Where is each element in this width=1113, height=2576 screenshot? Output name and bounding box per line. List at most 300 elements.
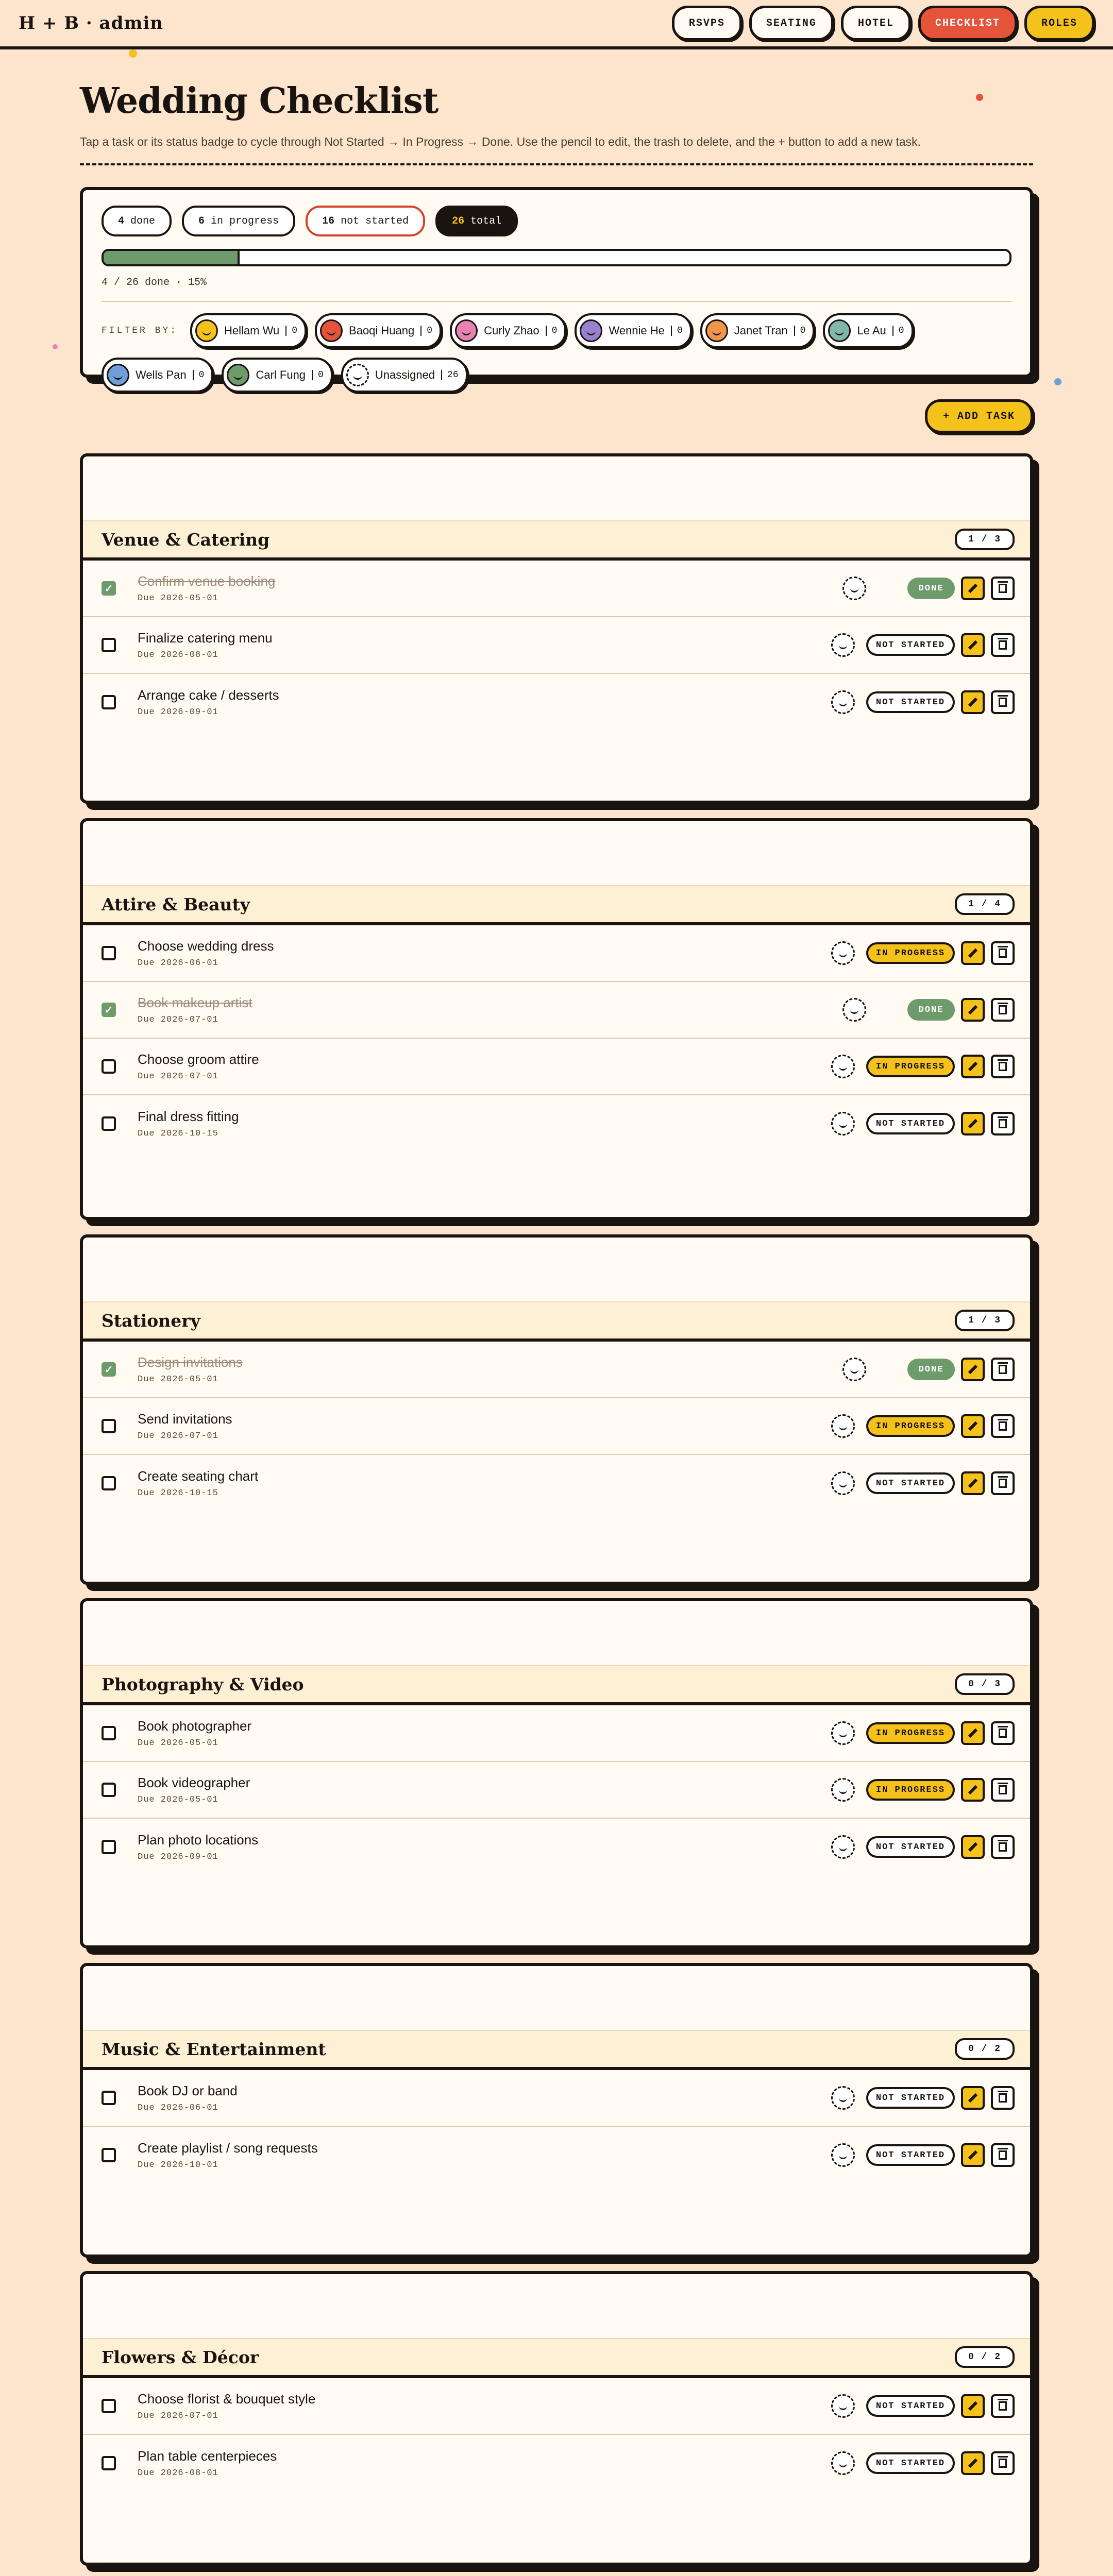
avatar-icon (195, 319, 218, 342)
avatar-smile (850, 1008, 858, 1014)
nav-checklist-button[interactable]: CHECKLIST (918, 6, 1017, 41)
task-row[interactable] (83, 2070, 1030, 2127)
add-task-row (80, 399, 1033, 433)
task-text (138, 1354, 842, 1384)
assignee-avatar-icon[interactable] (831, 1471, 855, 1495)
trash-icon (999, 2401, 1007, 2411)
filter-person-chip[interactable] (315, 313, 442, 348)
avatar-icon (107, 364, 129, 386)
task-due-date: Due 2026-10-01 (138, 2160, 218, 2170)
status-badge[interactable]: IN PROGRESS (866, 1722, 955, 1744)
task-due-date: Due 2026-05-01 (138, 1795, 218, 1805)
category-card (80, 2271, 1033, 2566)
task-name: Send invitations (138, 1411, 232, 1427)
task-text (138, 1052, 831, 1081)
status-badge[interactable]: NOT STARTED (866, 2087, 955, 2109)
pencil-icon (968, 584, 977, 593)
pencil-icon (968, 1728, 977, 1738)
avatar-smile (586, 329, 596, 335)
pencil-icon (968, 948, 977, 958)
task-row[interactable] (83, 1705, 1030, 1762)
task-due-date: Due 2026-05-01 (138, 1738, 218, 1748)
trash-icon (999, 1062, 1007, 1071)
pencil-icon (968, 1421, 977, 1431)
trash-icon (999, 1842, 1007, 1852)
task-row[interactable] (83, 561, 1030, 617)
pencil-icon (968, 2150, 977, 2160)
pencil-icon (968, 1479, 977, 1488)
task-row[interactable] (83, 2435, 1030, 2492)
main-nav (672, 6, 1094, 41)
summary-card (80, 187, 1033, 381)
avatar-icon (227, 364, 249, 386)
delete-button[interactable] (991, 1778, 1015, 1802)
status-badge[interactable]: DONE (907, 1359, 955, 1380)
person-name: Carl Fung (256, 368, 306, 381)
task-text (138, 2448, 831, 2478)
trash-icon (999, 698, 1007, 707)
main-content (80, 49, 1033, 2478)
delete-button[interactable] (991, 941, 1015, 965)
delete-button[interactable] (991, 1471, 1015, 1495)
person-name: Hellam Wu (224, 324, 280, 337)
assignee-avatar-icon[interactable] (831, 1112, 855, 1136)
task-due-date: Due 2026-08-01 (138, 2468, 218, 2478)
trash-icon (999, 1365, 1007, 1374)
edit-button[interactable] (961, 1055, 985, 1078)
status-badge[interactable]: NOT STARTED (866, 1113, 955, 1134)
progress-fill (104, 251, 240, 264)
avatar-icon (705, 319, 728, 342)
trash-icon (999, 1005, 1007, 1014)
avatar-smile (839, 643, 847, 649)
task-text (138, 2140, 831, 2170)
pencil-icon (968, 2093, 977, 2103)
divider (102, 301, 1011, 302)
task-text (138, 2391, 831, 2421)
status-count-pill (306, 206, 425, 236)
edit-button[interactable] (961, 1778, 985, 1802)
category-card (80, 818, 1033, 1220)
task-row[interactable] (83, 1819, 1030, 1875)
task-text (138, 995, 842, 1025)
task-due-date: Due 2026-07-01 (138, 2411, 218, 2421)
category-card (80, 1963, 1033, 2258)
category-spacer (83, 821, 1030, 885)
add-task-button[interactable]: + ADD TASK (925, 399, 1033, 433)
assignee-avatar-icon[interactable] (831, 690, 855, 714)
delete-button[interactable] (991, 1835, 1015, 1859)
task-checkbox[interactable] (102, 1116, 116, 1131)
avatar-smile (839, 1424, 847, 1430)
task-checkbox[interactable] (102, 1476, 116, 1490)
task-text (138, 1718, 831, 1748)
person-task-count: 0 (420, 326, 432, 336)
category-progress-badge: 0 / 2 (955, 2038, 1015, 2060)
category-header (83, 520, 1030, 561)
pencil-icon (968, 2459, 977, 2468)
edit-button[interactable] (961, 1471, 985, 1495)
task-checkbox[interactable] (102, 2399, 116, 2413)
assignee-avatar-icon[interactable] (831, 1055, 855, 1078)
status-badge[interactable]: NOT STARTED (866, 2452, 955, 2474)
nav-hotel-button[interactable]: HOTEL (841, 6, 911, 41)
delete-button[interactable] (991, 1721, 1015, 1745)
category-header (83, 2030, 1030, 2070)
task-text (138, 1832, 831, 1862)
task-checkbox[interactable]: ✓ (102, 1003, 116, 1017)
task-checkbox[interactable] (102, 1059, 116, 1074)
category-card (80, 453, 1033, 804)
task-row[interactable] (83, 674, 1030, 731)
task-name: Create playlist / song requests (138, 2140, 318, 2156)
pencil-icon (968, 698, 977, 707)
edit-button[interactable] (961, 633, 985, 657)
task-row[interactable] (83, 1398, 1030, 1455)
avatar-smile (850, 586, 858, 592)
assignee-avatar-icon[interactable] (831, 1835, 855, 1859)
task-text (138, 1468, 831, 1498)
task-checkbox[interactable] (102, 2456, 116, 2470)
assignee-filter (102, 313, 1011, 393)
avatar-icon (346, 364, 369, 386)
avatar-smile (327, 329, 336, 335)
pencil-icon (968, 1365, 977, 1374)
delete-button[interactable] (991, 1358, 1015, 1381)
delete-button[interactable] (991, 1112, 1015, 1136)
task-text (138, 630, 831, 660)
task-checkbox[interactable]: ✓ (102, 581, 116, 596)
avatar-smile (839, 1122, 847, 1128)
edit-button[interactable] (961, 577, 985, 600)
category-card (80, 1598, 1033, 1948)
avatar-smile (202, 329, 211, 335)
task-due-date: Due 2026-07-01 (138, 1431, 218, 1441)
count-value: 16 (322, 215, 335, 227)
status-counts (102, 206, 1011, 236)
task-name: Plan table centerpieces (138, 2448, 277, 2464)
task-name: Choose florist & bouquet style (138, 2391, 316, 2406)
task-due-date: Due 2026-07-01 (138, 1015, 218, 1025)
category-progress-badge: 0 / 3 (955, 1673, 1015, 1695)
assignee-avatar-icon[interactable] (831, 2143, 855, 2167)
assignee-avatar-icon[interactable] (831, 1721, 855, 1745)
avatar-smile (839, 2153, 847, 2159)
status-badge[interactable]: NOT STARTED (866, 1836, 955, 1858)
task-due-date: Due 2026-06-01 (138, 2103, 218, 2113)
count-label: done (130, 215, 156, 227)
edit-button[interactable] (961, 1358, 985, 1381)
brand-title: H + B · admin (19, 13, 163, 33)
status-badge[interactable]: IN PROGRESS (866, 1056, 955, 1077)
avatar-smile (462, 329, 471, 335)
avatar-icon (320, 319, 343, 342)
avatar-smile (850, 1367, 858, 1374)
edit-button[interactable] (961, 1414, 985, 1438)
avatar-smile (839, 951, 847, 957)
delete-button[interactable] (991, 2394, 1015, 2418)
filter-person-chip[interactable] (450, 313, 566, 348)
avatar-smile (839, 2404, 847, 2410)
avatar-smile (113, 373, 123, 380)
status-count-pill (182, 206, 295, 236)
task-text (138, 687, 831, 717)
category-title: Flowers & Décor (102, 2347, 259, 2367)
edit-button[interactable] (961, 2086, 985, 2110)
task-row[interactable] (83, 2378, 1030, 2435)
delete-button[interactable] (991, 2451, 1015, 2475)
assignee-avatar-icon[interactable] (831, 1414, 855, 1438)
assignee-avatar-icon[interactable] (842, 577, 866, 600)
task-checkbox[interactable] (102, 1840, 116, 1854)
edit-button[interactable] (961, 998, 985, 1022)
avatar-icon (455, 319, 478, 342)
person-name: Baoqi Huang (349, 324, 415, 337)
status-badge[interactable]: IN PROGRESS (866, 1779, 955, 1801)
trash-icon (999, 640, 1007, 650)
edit-button[interactable] (961, 1835, 985, 1859)
task-checkbox[interactable] (102, 1419, 116, 1433)
category-spacer (83, 1238, 1030, 1301)
delete-button[interactable] (991, 2143, 1015, 2167)
task-row[interactable] (83, 925, 1030, 982)
trash-icon (999, 1728, 1007, 1738)
page-description: Tap a task or its status badge to cycle through Not Started → In Progress → Done. Use the pencil to edit, the trash to delete, and the + button to add a new task. (80, 135, 921, 148)
person-task-count: 0 (546, 326, 558, 336)
assignee-avatar-icon[interactable] (831, 941, 855, 965)
avatar-smile (353, 373, 362, 380)
category-header (83, 1665, 1030, 1705)
filter-label: FILTER BY: (102, 326, 178, 336)
filter-person-chip[interactable] (341, 358, 468, 393)
status-badge[interactable]: IN PROGRESS (866, 1415, 955, 1437)
top-bar (0, 0, 1113, 49)
assignee-avatar-icon[interactable] (831, 2086, 855, 2110)
page-title: Wedding Checklist (80, 80, 439, 122)
task-row[interactable] (83, 1762, 1030, 1819)
task-due-date: Due 2026-10-15 (138, 1129, 218, 1139)
pencil-icon (968, 1005, 977, 1014)
task-row[interactable] (83, 1095, 1030, 1152)
assignee-avatar-icon[interactable] (831, 2451, 855, 2475)
count-value: 4 (118, 215, 125, 227)
edit-button[interactable] (961, 1112, 985, 1136)
status-badge[interactable]: NOT STARTED (866, 2144, 955, 2166)
status-badge[interactable]: NOT STARTED (866, 1472, 955, 1494)
person-task-count: 26 (441, 370, 459, 380)
count-label: total (470, 215, 502, 227)
task-name: Arrange cake / desserts (138, 687, 279, 703)
count-label: not started (341, 215, 409, 227)
category-header (83, 1301, 1030, 1342)
pencil-icon (968, 640, 977, 650)
avatar-smile (839, 1845, 847, 1851)
person-name: Wennie He (609, 324, 665, 337)
task-checkbox[interactable] (102, 2148, 116, 2162)
assignee-avatar-icon[interactable] (831, 633, 855, 657)
task-name: Choose groom attire (138, 1052, 259, 1067)
decorative-dot (53, 344, 58, 349)
task-row[interactable] (83, 617, 1030, 674)
avatar-smile (233, 373, 243, 380)
task-checkbox[interactable] (102, 638, 116, 652)
category-title: Photography & Video (102, 1674, 304, 1694)
filter-person-chip[interactable] (700, 313, 815, 348)
edit-button[interactable] (961, 2394, 985, 2418)
person-name: Le Au (857, 324, 886, 337)
category-spacer (83, 1601, 1030, 1665)
person-task-count: 0 (794, 326, 806, 336)
category-header (83, 885, 1030, 925)
task-text (138, 938, 831, 968)
task-due-date: Due 2026-08-01 (138, 650, 218, 660)
avatar-icon (828, 319, 851, 342)
task-name: Confirm venue booking (138, 573, 276, 589)
trash-icon (999, 2093, 1007, 2103)
task-checkbox[interactable] (102, 2091, 116, 2105)
task-row[interactable] (83, 1455, 1030, 1512)
task-due-date: Due 2026-05-01 (138, 1375, 218, 1384)
edit-button[interactable] (961, 2451, 985, 2475)
delete-button[interactable] (991, 998, 1015, 1022)
status-badge[interactable]: NOT STARTED (866, 2395, 955, 2417)
status-badge[interactable]: NOT STARTED (866, 634, 955, 656)
pencil-icon (968, 1785, 977, 1794)
avatar-smile (839, 1064, 847, 1071)
filter-person-chip[interactable] (575, 313, 692, 348)
person-name: Unassigned (375, 368, 435, 381)
decorative-dot (1054, 378, 1061, 385)
task-name: Book DJ or band (138, 2083, 238, 2098)
assignee-avatar-icon[interactable] (842, 998, 866, 1022)
task-checkbox[interactable] (102, 695, 116, 709)
status-badge[interactable]: DONE (907, 578, 955, 599)
avatar-smile (839, 1731, 847, 1737)
task-row[interactable] (83, 2127, 1030, 2183)
status-badge[interactable]: DONE (907, 999, 955, 1021)
count-value: 6 (198, 215, 205, 227)
delete-button[interactable] (991, 633, 1015, 657)
filter-person-chip[interactable] (823, 313, 913, 348)
status-badge[interactable]: IN PROGRESS (866, 942, 955, 964)
delete-button[interactable] (991, 690, 1015, 714)
person-task-count: 0 (285, 326, 297, 336)
person-task-count: 0 (892, 326, 904, 336)
assignee-avatar-icon[interactable] (831, 2394, 855, 2418)
edit-button[interactable] (961, 941, 985, 965)
category-progress-badge: 1 / 4 (955, 893, 1015, 915)
task-checkbox[interactable]: ✓ (102, 1362, 116, 1377)
trash-icon (999, 1119, 1007, 1128)
delete-button[interactable] (991, 1055, 1015, 1078)
avatar-smile (835, 329, 844, 335)
task-due-date: Due 2026-10-15 (138, 1488, 218, 1498)
category-spacer (83, 1966, 1030, 2030)
task-text (138, 2083, 831, 2113)
task-name: Final dress fitting (138, 1109, 239, 1124)
delete-button[interactable] (991, 1414, 1015, 1438)
pencil-icon (968, 1119, 977, 1128)
category-title: Music & Entertainment (102, 2039, 326, 2059)
trash-icon (999, 2150, 1007, 2160)
pencil-icon (968, 2401, 977, 2411)
category-title: Attire & Beauty (102, 894, 250, 914)
edit-button[interactable] (961, 1721, 985, 1745)
category-title: Stationery (102, 1310, 200, 1331)
task-checkbox[interactable] (102, 946, 116, 960)
person-name: Wells Pan (136, 368, 187, 381)
trash-icon (999, 2459, 1007, 2468)
task-name: Book videographer (138, 1775, 250, 1790)
person-name: Janet Tran (734, 324, 788, 337)
pencil-icon (968, 1842, 977, 1852)
filter-person-chip[interactable] (190, 313, 307, 348)
category-progress-badge: 0 / 2 (955, 2346, 1015, 2368)
category-title: Venue & Catering (102, 529, 270, 550)
task-due-date: Due 2026-06-01 (138, 958, 218, 968)
nav-roles-button[interactable]: ROLES (1024, 6, 1094, 41)
person-task-count: 0 (671, 326, 683, 336)
category-progress-badge: 1 / 3 (955, 529, 1015, 550)
avatar-smile (712, 329, 721, 335)
edit-button[interactable] (961, 690, 985, 714)
task-due-date: Due 2026-09-01 (138, 1852, 218, 1862)
delete-button[interactable] (991, 2086, 1015, 2110)
category-header (83, 2338, 1030, 2378)
task-row[interactable] (83, 1039, 1030, 1095)
assignee-avatar-icon[interactable] (831, 1778, 855, 1802)
task-due-date: Due 2026-05-01 (138, 594, 218, 603)
count-label: in progress (211, 215, 279, 227)
dashed-divider (80, 163, 1033, 165)
assignee-avatar-icon[interactable] (842, 1358, 866, 1381)
nav-seating-button[interactable]: SEATING (749, 6, 834, 41)
task-row[interactable] (83, 982, 1030, 1039)
category-progress-badge: 1 / 3 (955, 1310, 1015, 1331)
task-checkbox[interactable] (102, 1726, 116, 1740)
edit-button[interactable] (961, 2143, 985, 2167)
trash-icon (999, 1785, 1007, 1794)
count-value: 26 (452, 215, 465, 227)
avatar-icon (580, 319, 602, 342)
person-task-count: 0 (193, 370, 205, 380)
trash-icon (999, 1479, 1007, 1488)
filter-person-chip[interactable] (222, 358, 332, 393)
person-name: Curly Zhao (484, 324, 539, 337)
filter-person-chip[interactable] (102, 358, 213, 393)
task-checkbox[interactable] (102, 1783, 116, 1797)
task-row[interactable] (83, 1342, 1030, 1398)
task-name: Book makeup artist (138, 995, 252, 1010)
nav-rsvps-button[interactable]: RSVPS (672, 6, 742, 41)
category-card (80, 1234, 1033, 1585)
task-due-date: Due 2026-09-01 (138, 707, 218, 717)
task-text (138, 573, 842, 603)
status-badge[interactable]: NOT STARTED (866, 691, 955, 713)
status-count-pill (102, 206, 172, 236)
task-text (138, 1109, 831, 1139)
pencil-icon (968, 1062, 977, 1071)
trash-icon (999, 948, 1007, 958)
trash-icon (999, 584, 1007, 593)
category-spacer (83, 2274, 1030, 2338)
person-task-count: 0 (312, 370, 324, 380)
delete-button[interactable] (991, 577, 1015, 600)
progress-text: 4 / 26 done · 15% (102, 277, 207, 289)
avatar-smile (839, 1788, 847, 1794)
task-name: Book photographer (138, 1718, 252, 1734)
status-count-pill (435, 206, 518, 236)
